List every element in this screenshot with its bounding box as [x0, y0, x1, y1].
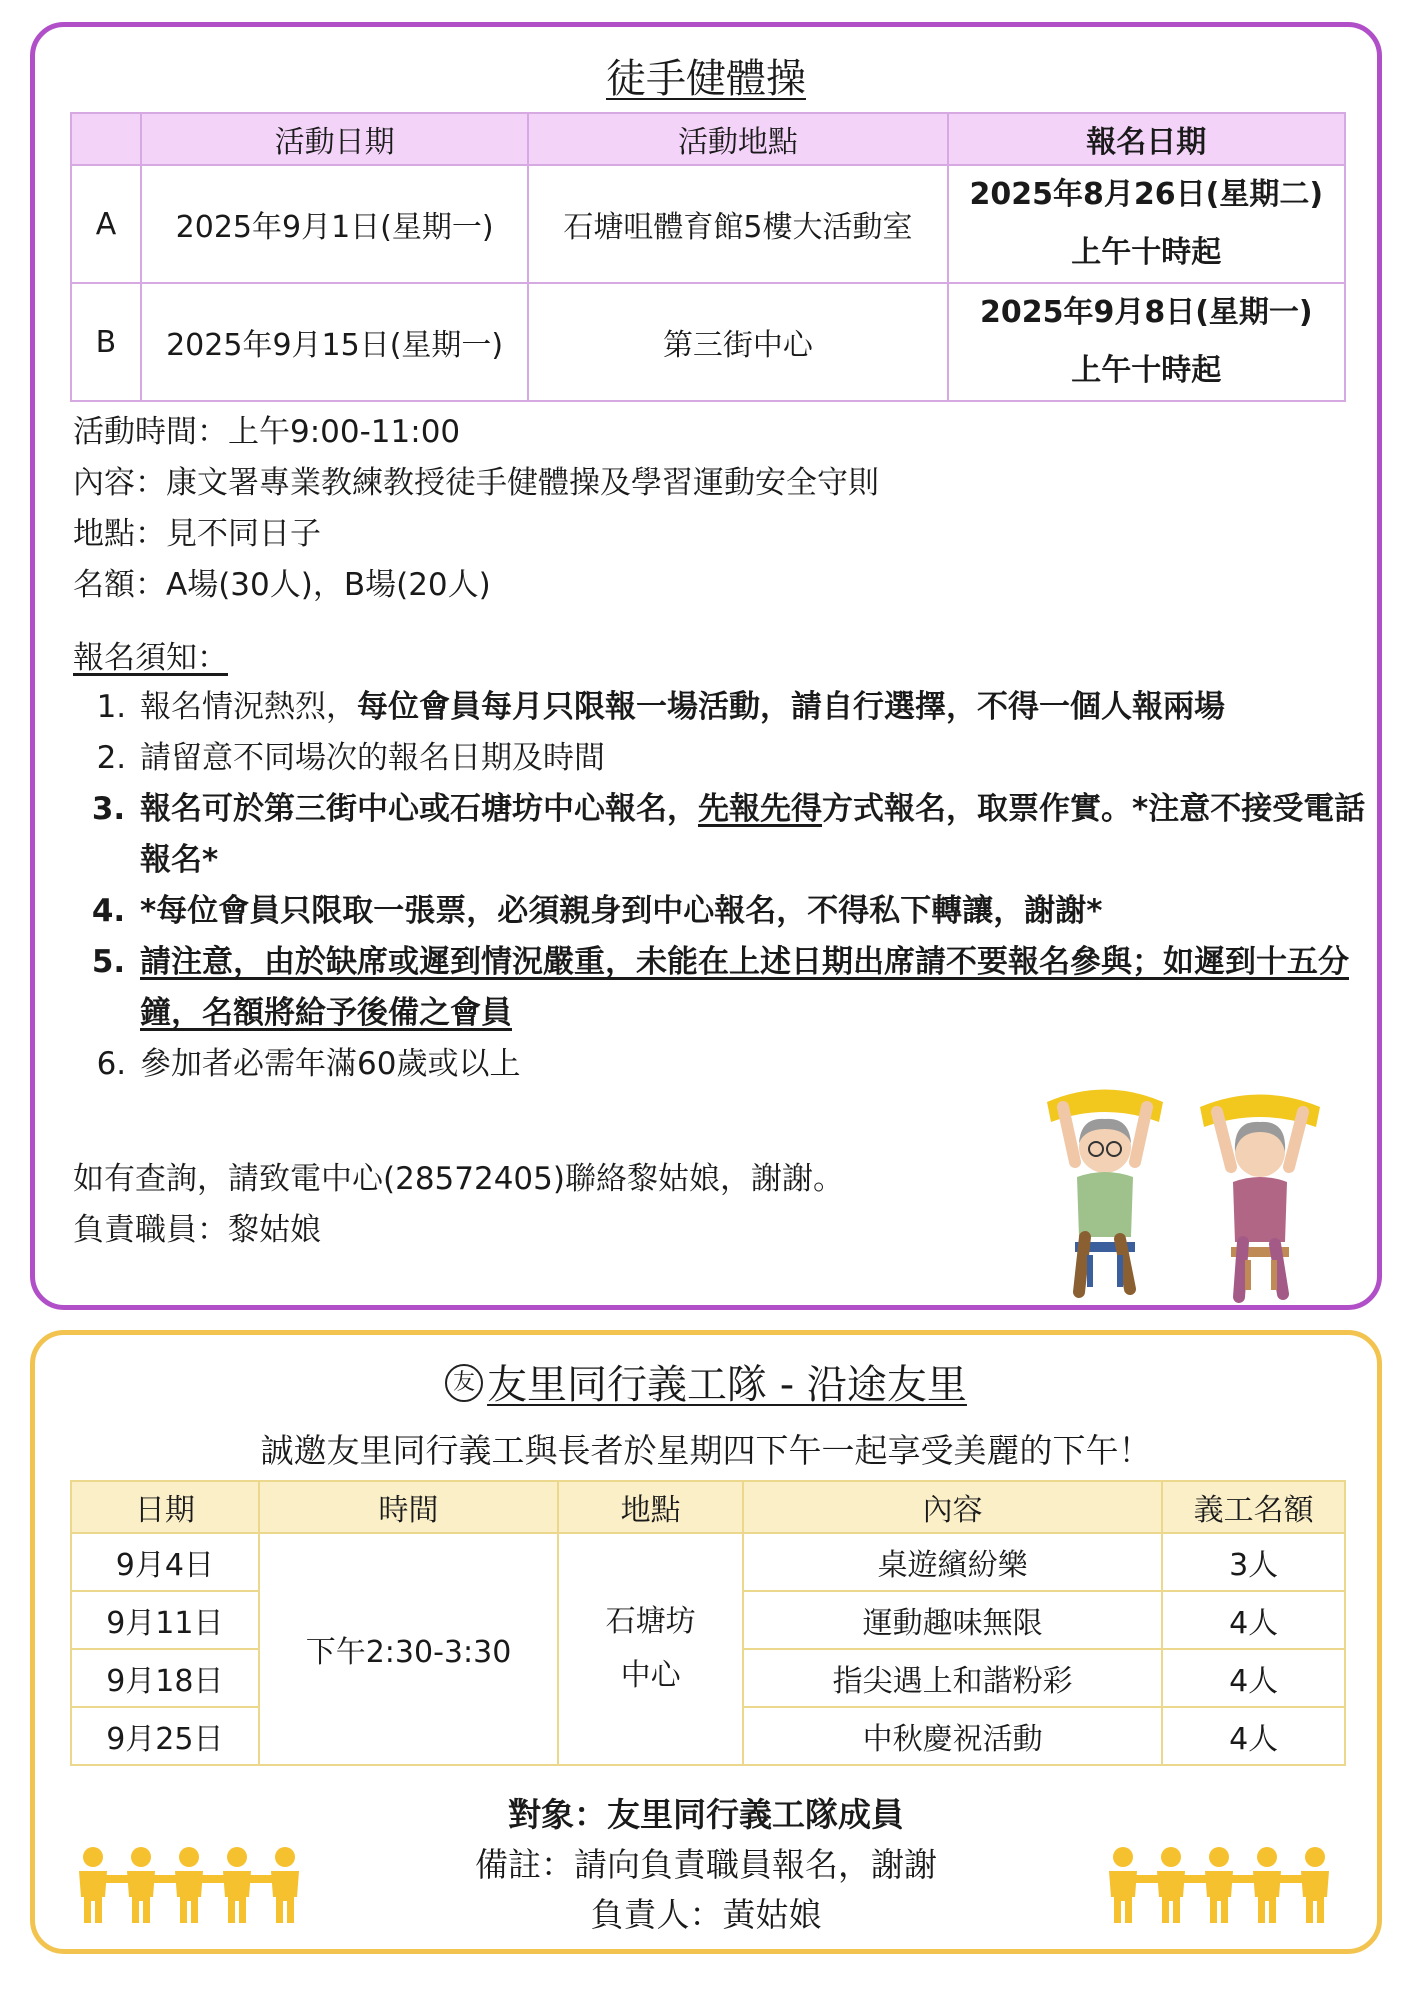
volunteer-date: 9月4日: [71, 1533, 259, 1591]
table-header-row: [71, 1481, 1345, 1533]
registration-date-line: 2025年9月8日(星期一): [979, 295, 1313, 330]
contact-line: 如有查詢，請致電中心(28572405)聯絡黎姑娘，謝謝。: [73, 1161, 844, 1197]
session-date: 2025年9月15日(星期一): [141, 283, 528, 401]
person-icon: [1301, 1847, 1329, 1923]
session-venue: 第三街中心: [528, 283, 947, 401]
person-in-charge: 負責人：黃姑娘: [590, 1895, 822, 1934]
rule-text: 請留意不同場次的報名日期及時間: [140, 740, 605, 776]
volunteer-content: 桌遊繽紛樂: [743, 1533, 1162, 1591]
volunteer-quota: 4人: [1162, 1591, 1345, 1649]
rule-text-bold: 報名可於第三街中心或石塘坊中心報名，: [140, 791, 698, 827]
registration-time-line: 上午十時起: [1071, 235, 1222, 270]
person-icon: [127, 1847, 177, 1923]
exercise-schedule-table: [70, 112, 1346, 402]
table-row: [71, 165, 1345, 283]
person-icon: [1205, 1847, 1255, 1923]
header-content: 內容: [743, 1481, 1162, 1533]
rule-text-bold: 每位會員每月只限報一場活動，請自行選擇，不得一個人報兩場: [357, 689, 1225, 725]
rule-item: [136, 733, 1376, 784]
info-content: 內容：康文署專業教練教授徒手健體操及學習運動安全守則: [73, 465, 879, 501]
volunteer-subtitle: 誠邀友里同行義工與長者於星期四下午一起享受美麗的下午！: [260, 1431, 1152, 1470]
header-venue: 地點: [558, 1481, 743, 1533]
table-row: [71, 1533, 1345, 1591]
volunteer-time: 下午2:30-3:30: [259, 1533, 559, 1765]
rule-item: [136, 886, 1376, 937]
staff-line: 負責職員：黎姑娘: [73, 1212, 321, 1248]
header-time: 時間: [259, 1481, 559, 1533]
session-date: 2025年9月1日(星期一): [141, 165, 528, 283]
activity-info: [73, 407, 879, 611]
rule-item: [136, 937, 1376, 1039]
header-date: 日期: [71, 1481, 259, 1533]
volunteer-panel: [30, 1330, 1382, 1954]
rule-text-bold-underline: 請注意，由於缺席或遲到情況嚴重，未能在上述日期出席請不要報名參與；如遲到十五分鐘，名額將給予後備之會員: [140, 944, 1349, 1031]
header-venue: 活動地點: [528, 113, 947, 165]
volunteer-content: 指尖遇上和諧粉彩: [743, 1649, 1162, 1707]
header-quota: 義工名額: [1162, 1481, 1345, 1533]
info-time: 活動時間：上午9:00-11:00: [73, 414, 461, 450]
info-location: 地點：見不同日子: [73, 516, 321, 552]
person-icon: [1253, 1847, 1303, 1923]
venue-line: 中心: [620, 1658, 681, 1693]
person-icon: [1109, 1847, 1159, 1923]
contact-info: [73, 1154, 844, 1256]
rule-item: [136, 784, 1376, 886]
registration-time-line: 上午十時起: [1071, 353, 1222, 388]
notice-heading: 報名須知：: [73, 640, 228, 676]
exercise-title: 徒手健體操: [606, 56, 806, 102]
person-icon: [175, 1847, 225, 1923]
rule-item: [136, 682, 1376, 733]
person-icon: [271, 1847, 299, 1923]
table-header-row: [71, 113, 1345, 165]
friend-badge-icon: 友: [445, 1364, 483, 1402]
volunteer-quota: 3人: [1162, 1533, 1345, 1591]
info-quota: 名額：A場(30人)，B場(20人): [73, 567, 491, 603]
registration-date: [948, 283, 1345, 401]
volunteer-content: 運動趣味無限: [743, 1591, 1162, 1649]
session-id: A: [71, 165, 141, 283]
volunteer-quota: 4人: [1162, 1707, 1345, 1765]
remark: 備註：請向負責職員報名，謝謝: [475, 1845, 937, 1884]
elder-woman-icon: [1200, 1095, 1320, 1298]
session-id: B: [71, 283, 141, 401]
rule-text: 參加者必需年滿60歲或以上: [140, 1046, 521, 1082]
venue-line: 石塘坊: [605, 1604, 696, 1639]
people-group-icon: [69, 1845, 319, 1925]
person-icon: [1157, 1847, 1207, 1923]
volunteer-title: [35, 1353, 1377, 1410]
volunteer-content: 中秋慶祝活動: [743, 1707, 1162, 1765]
header-date: 活動日期: [141, 113, 528, 165]
person-icon: [223, 1847, 273, 1923]
table-row: [71, 283, 1345, 401]
people-group-icon: [1099, 1845, 1349, 1925]
volunteer-title-text: 友里同行義工隊 - 沿途友里: [487, 1362, 967, 1408]
rule-text-underline: 先報先得: [698, 791, 822, 827]
registration-date-line: 2025年8月26日(星期二): [969, 177, 1324, 212]
header-blank: [71, 113, 141, 165]
volunteer-date: 9月11日: [71, 1591, 259, 1649]
volunteer-venue: [558, 1533, 743, 1765]
header-registration-date: 報名日期: [948, 113, 1345, 165]
target-audience: 對象：友里同行義工隊成員: [508, 1795, 904, 1834]
volunteer-date: 9月18日: [71, 1649, 259, 1707]
registration-rules-list: [90, 682, 1376, 1090]
rule-text-bold: 方式報名，取票作實。*注意不接受電話報名*: [140, 791, 1366, 878]
person-icon: [79, 1847, 129, 1923]
rule-text-bold: *每位會員只限取一張票，必須親身到中心報名，不得私下轉讓，謝謝*: [140, 893, 1103, 929]
rule-text: 報名情況熱烈，: [140, 689, 357, 725]
volunteer-quota: 4人: [1162, 1649, 1345, 1707]
volunteer-date: 9月25日: [71, 1707, 259, 1765]
volunteer-schedule-table: [70, 1480, 1346, 1766]
session-venue: 石塘咀體育館5樓大活動室: [528, 165, 947, 283]
registration-date: [948, 165, 1345, 283]
exercise-panel: [30, 22, 1382, 1310]
seniors-exercise-illustration: [1035, 1067, 1335, 1307]
elder-man-icon: [1047, 1090, 1163, 1293]
